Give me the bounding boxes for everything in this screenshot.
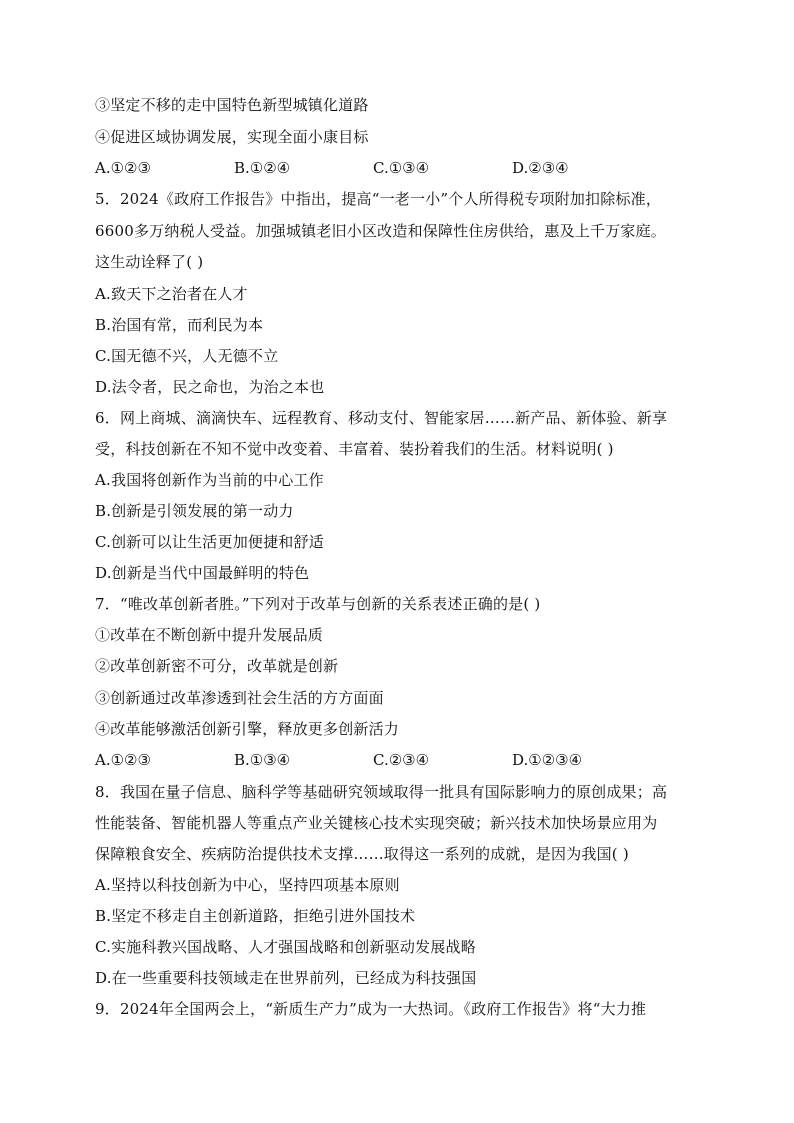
q8-stem-line-3: 保障粮食安全、疾病防治提供技术支撑……取得这一系列的成就，是因为我国( ): [95, 845, 629, 863]
q6-stem-line-1: 6．网上商城、滴滴快车、远程教育、移动支付、智能家居……新产品、新体验、新享: [95, 409, 668, 427]
q6-option-a[interactable]: A.我国将创新作为当前的中心工作: [95, 471, 324, 489]
q4-item-3: ③坚定不移的走中国特色新型城镇化道路: [95, 96, 369, 114]
q8-stem-line-1: 8．我国在量子信息、脑科学等基础研究领域取得一批具有国际影响力的原创成果；高: [95, 783, 668, 801]
q5-stem-line-2: 6600多万纳税人受益。加强城镇老旧小区改造和保障性住房供给，惠及上千万家庭。: [95, 222, 666, 240]
q5-option-c[interactable]: C.国无德不兴，人无德不立: [95, 347, 279, 365]
q5-option-d[interactable]: D.法令者，民之命也，为治之本也: [95, 378, 325, 396]
q6-option-d[interactable]: D.创新是当代中国最鲜明的特色: [95, 564, 310, 582]
q6-option-b[interactable]: B.创新是引领发展的第一动力: [95, 502, 294, 520]
q7-option-b[interactable]: B.①③④: [234, 751, 291, 769]
q8-option-b[interactable]: B.坚定不移走自主创新道路，拒绝引进外国技术: [95, 907, 416, 925]
q5-option-a[interactable]: A.致天下之治者在人才: [95, 285, 248, 303]
q4-option-b[interactable]: B.①②④: [234, 159, 291, 177]
q8-option-d[interactable]: D.在一些重要科技领域走在世界前列，已经成为科技强国: [95, 969, 477, 987]
q7-options: [95, 750, 710, 770]
q6-option-c[interactable]: C.创新可以让生活更加便捷和舒适: [95, 533, 324, 551]
q7-stem: 7．“唯改革创新者胜。”下列对于改革与创新的关系表述正确的是( ): [95, 595, 541, 613]
q5-stem-line-1: 5．2024《政府工作报告》中指出，提高“一老一小”个人所得税专项附加扣除标准，: [95, 190, 662, 208]
q8-option-c[interactable]: C.实施科教兴国战略、人才强国战略和创新驱动发展战略: [95, 938, 476, 956]
q7-item-3: ③创新通过改革渗透到社会生活的方方面面: [95, 689, 384, 707]
q4-item-4: ④促进区域协调发展，实现全面小康目标: [95, 128, 369, 146]
q7-option-d[interactable]: D.①②③④: [512, 751, 583, 769]
q4-option-c[interactable]: C.①③④: [373, 159, 430, 177]
q7-option-a[interactable]: A.①②③: [95, 751, 151, 769]
q4-option-d[interactable]: D.②③④: [512, 159, 569, 177]
q7-item-4: ④改革能够激活创新引擎，释放更多创新活力: [95, 720, 400, 738]
q7-option-c[interactable]: C.②③④: [373, 751, 430, 769]
q7-item-2: ②改革创新密不可分，改革就是创新: [95, 657, 339, 675]
q4-options: [95, 158, 710, 178]
q4-option-a[interactable]: A.①②③: [95, 159, 151, 177]
q8-stem-line-2: 性能装备、智能机器人等重点产业关键核心技术实现突破；新兴技术加快场景应用为: [95, 814, 658, 832]
q5-stem-line-3: 这生动诠释了( ): [95, 253, 204, 271]
q5-option-b[interactable]: B.治国有常，而利民为本: [95, 316, 264, 334]
q9-stem-line-1: 9．2024年全国两会上，“新质生产力”成为一大热词。《政府工作报告》将“大力推: [95, 1000, 647, 1018]
q7-item-1: ①改革在不断创新中提升发展品质: [95, 626, 324, 644]
q8-option-a[interactable]: A.坚持以科技创新为中心，坚持四项基本原则: [95, 876, 400, 894]
q6-stem-line-2: 受，科技创新在不知不觉中改变着、丰富着、装扮着我们的生活。材料说明( ): [95, 440, 614, 458]
